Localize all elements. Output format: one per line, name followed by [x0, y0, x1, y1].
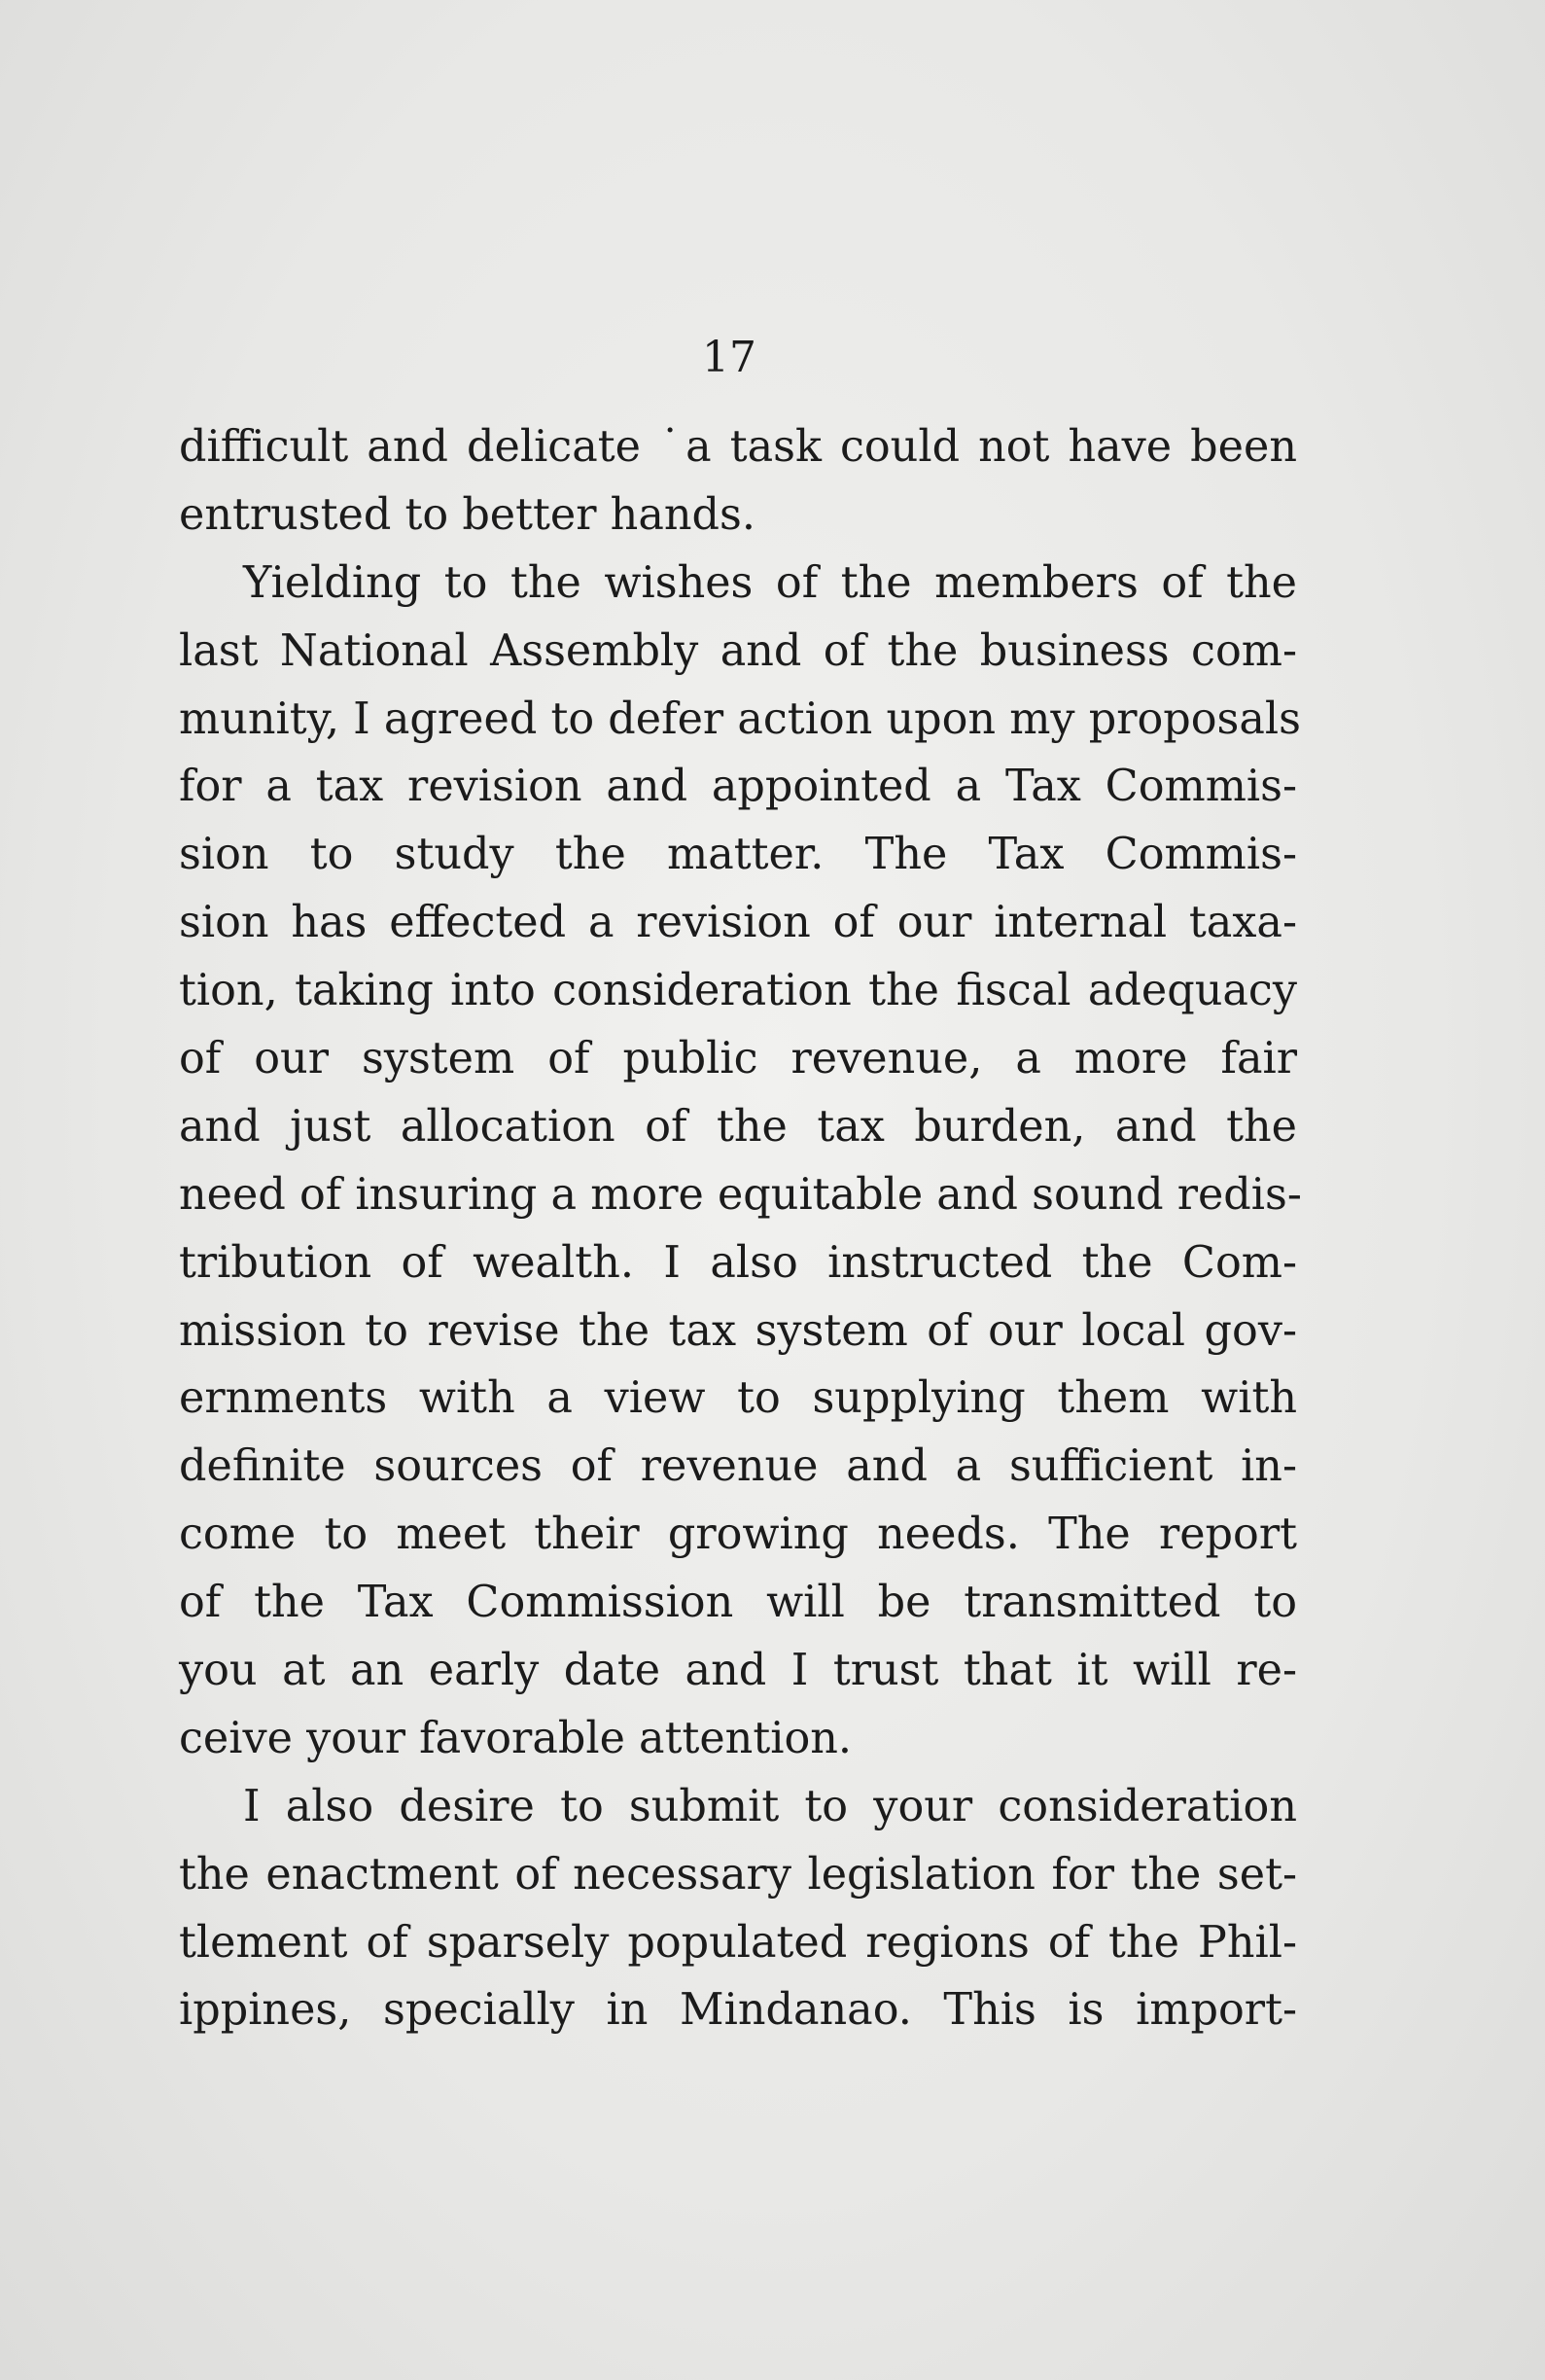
text-line: need of insuring a more equitable and sound redis- — [179, 1169, 1302, 1220]
text-line: last National Assembly and of the business com- — [179, 625, 1297, 676]
text-line: munity, I agreed to defer action upon my proposals — [179, 693, 1301, 744]
text-line: tribution of wealth. I also instructed the Com- — [179, 1237, 1297, 1288]
text-line: I also desire to submit to your consideration — [243, 1781, 1297, 1831]
text-line: difficult and delicate ˙a task could not have been — [179, 422, 1297, 472]
body-text — [179, 413, 1302, 2044]
text-line: mission to revise the tax system of our local gov- — [179, 1305, 1297, 1356]
text-line: definite sources of revenue and a sufficient in- — [179, 1441, 1297, 1492]
text-line: sion to study the matter. The Tax Commis- — [179, 830, 1297, 880]
page-number: 17 — [702, 333, 756, 382]
text-line: ippines, specially in Mindanao. This is import- — [179, 1985, 1297, 2036]
text-line: the enactment of necessary legislation for the set- — [179, 1849, 1297, 1900]
text-line: of the Tax Commission will be transmitted to — [179, 1578, 1297, 1628]
text-line: entrusted to better hands. — [179, 489, 755, 540]
text-line: sion has effected a revision of our internal taxa- — [179, 898, 1297, 948]
text-line: for a tax revision and appointed a Tax Commis- — [179, 762, 1297, 812]
text-line: tion, taking into consideration the fiscal adequacy — [179, 966, 1297, 1016]
text-line: Yielding to the wishes of the members of the — [243, 557, 1297, 608]
text-line: come to meet their growing needs. The report — [179, 1510, 1297, 1560]
text-line: ceive your favorable attention. — [179, 1713, 853, 1763]
text-line: you at an early date and I trust that it will re- — [179, 1646, 1297, 1696]
text-line: tlement of sparsely populated regions of the Phil- — [179, 1917, 1297, 1968]
text-line: ernments with a view to supplying them with — [179, 1373, 1297, 1424]
text-line: of our system of public revenue, a more fair — [179, 1034, 1297, 1084]
text-line: and just allocation of the tax burden, and the — [179, 1101, 1297, 1152]
